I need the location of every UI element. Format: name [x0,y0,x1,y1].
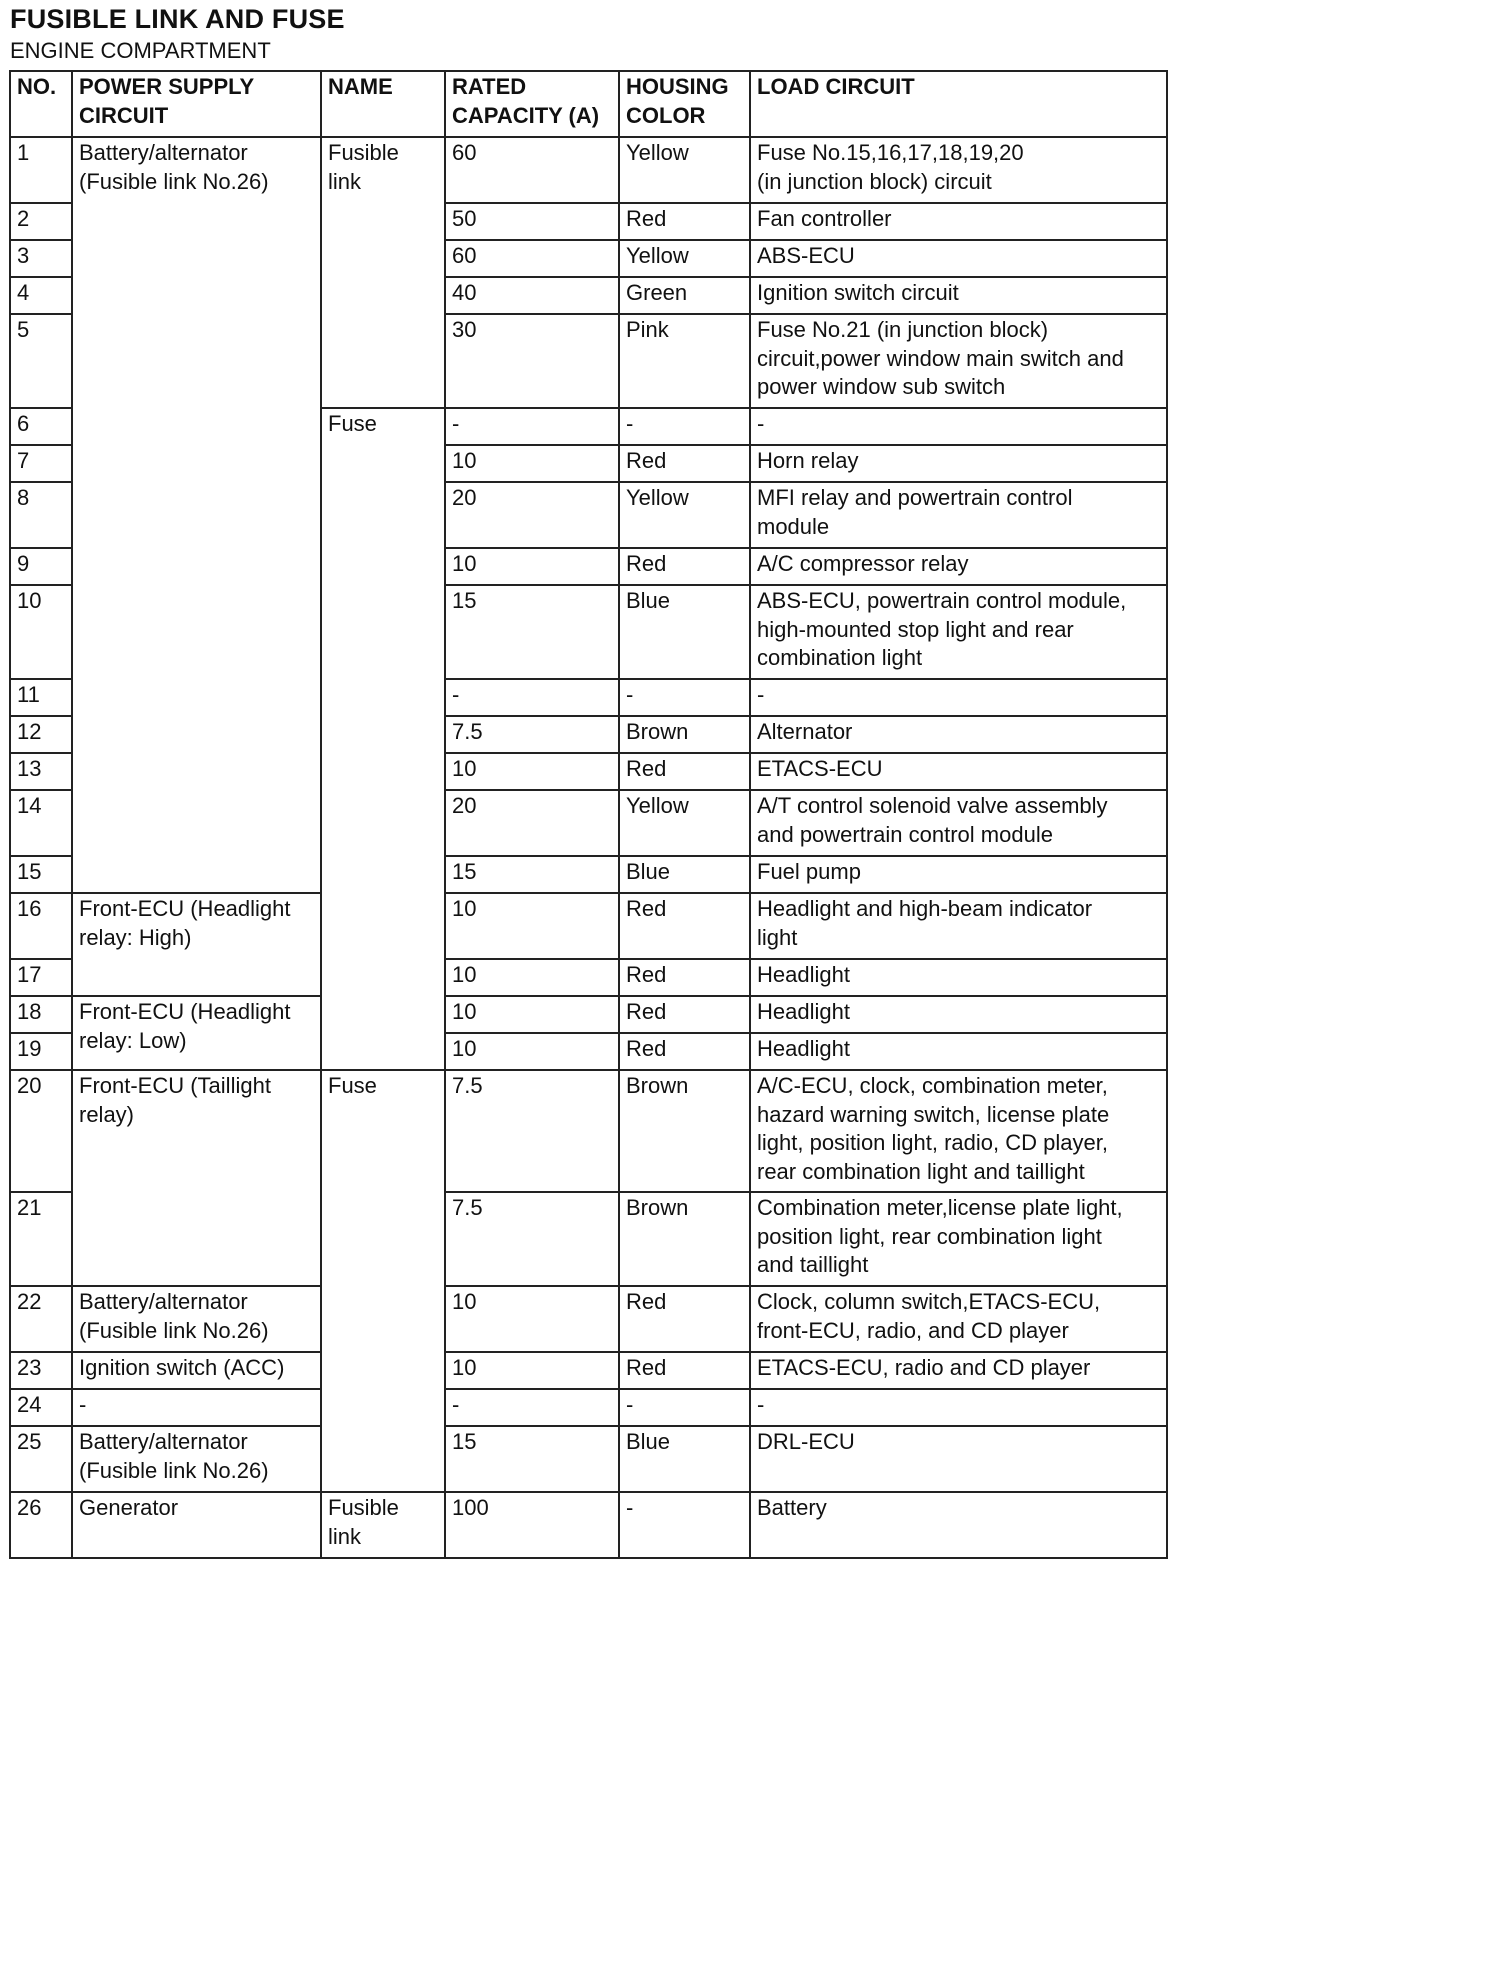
cell-no: 22 [10,1286,72,1352]
cell-load: - [750,408,1167,445]
cell-color: Red [619,548,750,585]
cell-rated: 30 [445,314,619,408]
table-row [10,1070,1167,1192]
table-row [10,1352,1167,1389]
col-header-power-supply: POWER SUPPLY CIRCUIT [72,71,321,137]
cell-no: 14 [10,790,72,856]
cell-color: Blue [619,856,750,893]
cell-color: Yellow [619,482,750,548]
cell-no: 2 [10,203,72,240]
cell-rated: 100 [445,1492,619,1558]
cell-color: Blue [619,585,750,679]
cell-rated: - [445,679,619,716]
cell-load: ETACS-ECU, radio and CD player [750,1352,1167,1389]
cell-rated: 10 [445,1352,619,1389]
cell-load: Combination meter,license plate light, position light, rear combination light and taillight [750,1192,1167,1286]
cell-load: MFI relay and powertrain control module [750,482,1167,548]
col-header-housing-color: HOUSING COLOR [619,71,750,137]
cell-color: Brown [619,1070,750,1192]
cell-rated: 15 [445,856,619,893]
cell-color: Red [619,1033,750,1070]
cell-no: 4 [10,277,72,314]
cell-no: 8 [10,482,72,548]
cell-color: - [619,408,750,445]
cell-rated: 10 [445,959,619,996]
cell-load: Horn relay [750,445,1167,482]
table-row [10,1389,1167,1426]
cell-no: 7 [10,445,72,482]
col-header-no: NO. [10,71,72,137]
cell-power-supply: Front-ECU (Taillight relay) [72,1070,321,1286]
cell-color: Red [619,753,750,790]
cell-load: Fuel pump [750,856,1167,893]
cell-no: 19 [10,1033,72,1070]
cell-rated: 60 [445,240,619,277]
cell-rated: 10 [445,893,619,959]
cell-color: Yellow [619,137,750,203]
fuse-table [9,70,1168,1559]
cell-no: 25 [10,1426,72,1492]
cell-color: Brown [619,716,750,753]
cell-color: Yellow [619,240,750,277]
cell-name: Fusible link [321,1492,445,1558]
cell-load: A/C compressor relay [750,548,1167,585]
cell-load: Fuse No.15,16,17,18,19,20 (in junction block) circuit [750,137,1167,203]
cell-rated: 15 [445,585,619,679]
cell-load: Headlight [750,1033,1167,1070]
table-row [10,1492,1167,1558]
table-row [10,137,1167,203]
cell-rated: 10 [445,445,619,482]
cell-load: ABS-ECU [750,240,1167,277]
table-row [10,893,1167,959]
cell-color: Red [619,203,750,240]
cell-name: Fuse [321,408,445,1070]
cell-load: ABS-ECU, powertrain control module, high-mounted stop light and rear combination light [750,585,1167,679]
cell-no: 26 [10,1492,72,1558]
cell-color: Blue [619,1426,750,1492]
cell-color: - [619,1492,750,1558]
cell-color: Brown [619,1192,750,1286]
cell-load: A/C-ECU, clock, combination meter, hazard warning switch, license plate light, position light, radio, CD player, rear combination light and taillight [750,1070,1167,1192]
cell-color: Red [619,893,750,959]
cell-rated: 40 [445,277,619,314]
cell-no: 10 [10,585,72,679]
col-header-load-circuit: LOAD CIRCUIT [750,71,1167,137]
header-row [10,71,1167,137]
table-row [10,996,1167,1033]
cell-load: Clock, column switch,ETACS-ECU, front-ECU, radio, and CD player [750,1286,1167,1352]
cell-rated: 10 [445,1286,619,1352]
cell-no: 15 [10,856,72,893]
cell-no: 16 [10,893,72,959]
cell-no: 20 [10,1070,72,1192]
cell-rated: 7.5 [445,716,619,753]
cell-no: 1 [10,137,72,203]
cell-color: Red [619,445,750,482]
table-row [10,1286,1167,1352]
cell-power-supply: Ignition switch (ACC) [72,1352,321,1389]
cell-rated: 10 [445,996,619,1033]
cell-power-supply: Battery/alternator (Fusible link No.26) [72,137,321,893]
cell-load: Headlight [750,996,1167,1033]
cell-rated: 60 [445,137,619,203]
cell-load: Fuse No.21 (in junction block) circuit,power window main switch and power window sub switch [750,314,1167,408]
cell-load: - [750,679,1167,716]
cell-no: 18 [10,996,72,1033]
cell-rated: - [445,1389,619,1426]
cell-load: Headlight [750,959,1167,996]
cell-color: Red [619,996,750,1033]
cell-load: DRL-ECU [750,1426,1167,1492]
cell-color: - [619,1389,750,1426]
cell-color: Pink [619,314,750,408]
cell-no: 17 [10,959,72,996]
cell-power-supply: - [72,1389,321,1426]
cell-name: Fuse [321,1070,445,1492]
cell-load: Fan controller [750,203,1167,240]
cell-rated: 20 [445,790,619,856]
cell-no: 9 [10,548,72,585]
cell-rated: - [445,408,619,445]
cell-color: Red [619,1352,750,1389]
cell-power-supply: Front-ECU (Headlight relay: High) [72,893,321,996]
cell-load: - [750,1389,1167,1426]
cell-rated: 7.5 [445,1192,619,1286]
cell-no: 11 [10,679,72,716]
cell-load: A/T control solenoid valve assembly and powertrain control module [750,790,1167,856]
cell-color: - [619,679,750,716]
cell-rated: 20 [445,482,619,548]
col-header-name: NAME [321,71,445,137]
cell-no: 12 [10,716,72,753]
cell-power-supply: Generator [72,1492,321,1558]
cell-rated: 15 [445,1426,619,1492]
cell-color: Red [619,959,750,996]
cell-power-supply: Front-ECU (Headlight relay: Low) [72,996,321,1070]
cell-load: Ignition switch circuit [750,277,1167,314]
cell-load: Alternator [750,716,1167,753]
cell-no: 3 [10,240,72,277]
cell-color: Green [619,277,750,314]
cell-power-supply: Battery/alternator (Fusible link No.26) [72,1286,321,1352]
cell-rated: 7.5 [445,1070,619,1192]
cell-color: Yellow [619,790,750,856]
cell-no: 5 [10,314,72,408]
cell-rated: 10 [445,753,619,790]
cell-rated: 50 [445,203,619,240]
cell-rated: 10 [445,548,619,585]
cell-load: Headlight and high-beam indicator light [750,893,1167,959]
cell-name: Fusible link [321,137,445,408]
cell-no: 24 [10,1389,72,1426]
cell-no: 23 [10,1352,72,1389]
page-title: FUSIBLE LINK AND FUSE [10,4,345,34]
cell-power-supply: Battery/alternator (Fusible link No.26) [72,1426,321,1492]
cell-no: 6 [10,408,72,445]
cell-load: ETACS-ECU [750,753,1167,790]
col-header-rated-capacity: RATED CAPACITY (A) [445,71,619,137]
cell-color: Red [619,1286,750,1352]
cell-load: Battery [750,1492,1167,1558]
cell-rated: 10 [445,1033,619,1070]
cell-no: 21 [10,1192,72,1286]
table-row [10,1426,1167,1492]
cell-no: 13 [10,753,72,790]
page-subtitle: ENGINE COMPARTMENT [10,38,271,63]
